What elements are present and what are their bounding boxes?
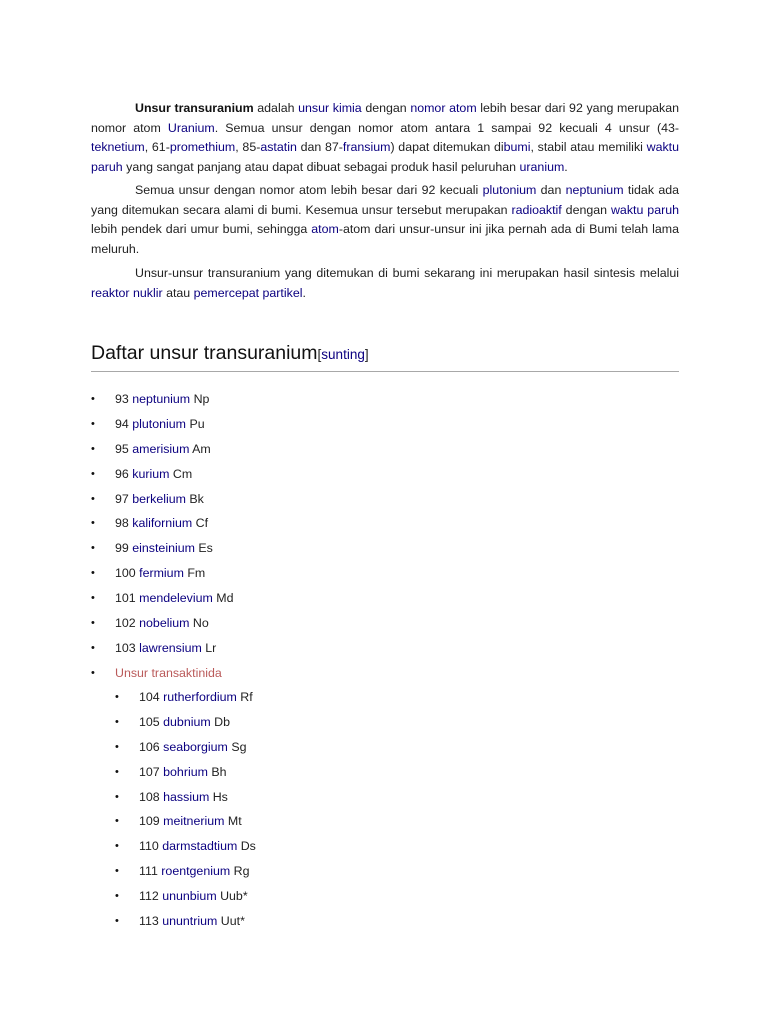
text: , 85- (235, 140, 261, 154)
text: . (564, 159, 568, 174)
link-plutonium[interactable]: plutonium (482, 183, 537, 197)
bullet-icon: • (91, 592, 95, 605)
text: dan 87- (296, 140, 343, 154)
element-symbol: Sg (231, 739, 247, 754)
element-link[interactable]: rutherfordium (163, 690, 237, 704)
text: dan (536, 183, 566, 197)
list-item (115, 834, 415, 859)
element-symbol: Db (214, 714, 230, 729)
link-unsur-transaktinida[interactable]: Unsur transaktinida (115, 665, 222, 680)
link-atom[interactable]: atom (311, 222, 339, 236)
list-item (115, 809, 415, 834)
element-link[interactable]: meitnerium (163, 814, 225, 829)
bullet-icon: • (91, 641, 95, 654)
link-teknetium[interactable]: teknetium (91, 140, 145, 154)
atomic-number: 108 (139, 789, 160, 804)
list-item (91, 511, 391, 536)
text: ) dapat ditemukan di (390, 140, 504, 154)
bullet-icon: • (91, 467, 95, 480)
list-item (91, 487, 391, 512)
element-symbol: Rg (233, 864, 250, 879)
bullet-icon: • (91, 492, 95, 505)
bullet-icon: • (115, 740, 119, 753)
element-link[interactable]: darmstadtium (162, 839, 238, 854)
text: tidak ada yang ditemukan secara alami di bumi. Kesemua unsur tersebut merupakan (91, 183, 680, 217)
link-radioaktif[interactable]: radioaktif (511, 202, 562, 217)
text: Semua unsur dengan nomor atom lebih besar dari 92 kecuali (135, 183, 483, 197)
element-symbol: Uut* (220, 914, 245, 929)
bullet-icon: • (115, 765, 119, 778)
element-link[interactable]: kurium (132, 466, 170, 481)
element-symbol: Hs (212, 789, 228, 804)
bullet-icon: • (91, 617, 95, 630)
transactinide-list (115, 685, 415, 934)
bullet-icon: • (91, 542, 95, 555)
element-link[interactable]: ununbium (162, 889, 217, 904)
atomic-number: 95 (115, 441, 129, 456)
bullet-icon: • (91, 567, 95, 580)
list-item (91, 561, 391, 586)
element-link[interactable]: plutonium (132, 416, 186, 431)
list-item (91, 462, 391, 487)
element-link[interactable]: bohrium (163, 764, 208, 779)
text: dengan (561, 202, 611, 217)
link-waktu-paruh[interactable]: waktu paruh (91, 140, 679, 174)
link-astatin[interactable]: astatin (260, 140, 297, 154)
link-waktu-paruh-2[interactable]: waktu paruh (610, 202, 679, 217)
text: atau (162, 285, 194, 300)
atomic-number: 99 (115, 541, 129, 556)
atomic-number: 109 (139, 814, 160, 829)
list-item (91, 536, 391, 561)
element-symbol: Md (216, 591, 234, 606)
text: , stabil atau memiliki (530, 140, 647, 154)
atomic-number: 96 (115, 466, 129, 481)
atomic-number: 101 (115, 591, 136, 606)
element-link[interactable]: mendelevium (139, 591, 213, 606)
link-unsur-kimia[interactable]: unsur kimia (298, 101, 362, 115)
text: yang sangat panjang atau dapat dibuat sebagai produk hasil peluruhan (122, 159, 520, 174)
link-uranium[interactable]: Uranium (167, 120, 215, 135)
element-symbol: Bh (211, 764, 227, 779)
list-item (115, 909, 415, 934)
atomic-number: 113 (139, 914, 159, 929)
list-item (91, 387, 391, 412)
element-symbol: Bk (189, 491, 204, 506)
element-symbol: Rf (240, 690, 253, 704)
link-fransium[interactable]: fransium (342, 140, 391, 154)
element-link[interactable]: roentgenium (161, 864, 231, 879)
edit-section (318, 347, 369, 362)
list-item (115, 735, 415, 760)
bullet-icon: • (115, 691, 119, 703)
element-symbol: Np (193, 392, 210, 406)
section-heading (91, 339, 679, 372)
text: dengan (361, 101, 411, 115)
edit-bracket-close: ] (364, 347, 369, 362)
element-link[interactable]: seaborgium (163, 739, 228, 754)
list-item (115, 710, 415, 735)
list-item-transactinide (91, 661, 391, 686)
list-item (91, 412, 391, 437)
atomic-number: 102 (115, 616, 136, 631)
bullet-icon: • (91, 666, 95, 679)
element-link[interactable]: dubnium (163, 714, 211, 729)
text: . (302, 285, 306, 300)
text: -atom dari unsur-unsur ini jika pernah ada di Bumi telah lama meluruh. (91, 222, 679, 256)
link-pemercepat-partikel[interactable]: pemercepat partikel (193, 285, 303, 300)
element-symbol: Pu (189, 416, 205, 431)
element-symbol: No (192, 616, 209, 631)
link-bumi[interactable]: bumi (503, 140, 531, 154)
bullet-icon: • (115, 815, 119, 828)
intro-paragraph-3 (91, 264, 679, 303)
bullet-icon: • (91, 417, 95, 430)
element-link[interactable]: berkelium (132, 491, 186, 506)
atomic-number: 107 (139, 764, 160, 779)
bullet-icon: • (115, 715, 119, 728)
list-item (115, 785, 415, 810)
atomic-number: 94 (115, 416, 129, 431)
element-symbol: Cf (195, 516, 209, 531)
bullet-icon: • (115, 790, 119, 803)
element-link[interactable]: lawrensium (139, 640, 202, 655)
intro-paragraph-1 (91, 99, 679, 177)
intro-paragraph-2 (91, 181, 679, 259)
link-nomor-atom[interactable]: nomor atom (410, 101, 477, 115)
atomic-number: 110 (139, 839, 159, 854)
element-list (91, 387, 391, 686)
bullet-icon: • (115, 890, 119, 903)
link-reaktor-nuklir[interactable]: reaktor nuklir (91, 285, 163, 300)
section-title: Daftar unsur transuranium (91, 342, 318, 364)
list-item (91, 437, 391, 462)
list-item (115, 859, 415, 884)
text: lebih pendek dari umur bumi, sehingga (91, 222, 312, 236)
element-symbol: Uub* (220, 889, 248, 904)
atomic-number: 106 (139, 739, 160, 754)
atomic-number: 100 (115, 566, 136, 581)
element-symbol: Es (198, 541, 213, 556)
text: Unsur-unsur transuranium yang ditemukan di bumi sekarang ini merupakan hasil sintesis melalui (135, 266, 679, 280)
bullet-icon: • (115, 915, 119, 928)
atomic-number: 98 (115, 516, 129, 531)
element-symbol: Mt (227, 814, 242, 829)
element-link[interactable]: neptunium (132, 392, 191, 406)
text: , 61- (144, 140, 170, 154)
element-link[interactable]: ununtrium (162, 914, 218, 929)
list-item (91, 611, 391, 636)
edit-bracket-open: [ (317, 347, 322, 362)
atomic-number: 112 (139, 889, 159, 904)
link-uranium-2[interactable]: uranium (519, 159, 565, 174)
bullet-icon: • (115, 865, 119, 878)
atomic-number: 103 (115, 640, 136, 655)
element-symbol: Fm (187, 566, 206, 581)
atomic-number: 105 (139, 714, 160, 729)
bullet-icon: • (115, 840, 119, 853)
atomic-number: 97 (115, 491, 129, 506)
element-symbol: Cm (172, 466, 193, 481)
element-symbol: Lr (205, 640, 217, 655)
text: . Semua unsur dengan nomor atom antara 1 sampai 92 kecuali 4 unsur (43- (214, 120, 679, 135)
link-promethium[interactable]: promethium (169, 140, 236, 154)
text: lebih besar dari 92 yang merupakan nomor atom (91, 101, 679, 135)
bullet-icon: • (91, 442, 95, 455)
atomic-number: 93 (115, 392, 129, 406)
atomic-number: 111 (139, 864, 158, 879)
list-item (115, 884, 415, 909)
element-link[interactable]: nobelium (139, 616, 190, 631)
element-link[interactable]: einsteinium (132, 541, 195, 556)
element-symbol: Ds (240, 839, 256, 854)
element-symbol: Am (192, 441, 211, 456)
atomic-number: 104 (139, 690, 160, 704)
bullet-icon: • (91, 393, 95, 405)
list-item (115, 685, 415, 710)
term-bold: Unsur transuranium (135, 101, 254, 115)
element-link[interactable]: amerisium (132, 441, 190, 456)
list-item (91, 636, 391, 661)
text: adalah (253, 101, 299, 115)
link-neptunium[interactable]: neptunium (565, 183, 624, 197)
element-link[interactable]: fermium (139, 566, 184, 581)
bullet-icon: • (91, 517, 95, 530)
edit-link[interactable]: sunting (321, 347, 365, 362)
list-item (115, 760, 415, 785)
element-link[interactable]: hassium (163, 789, 210, 804)
list-item (91, 586, 391, 611)
element-link[interactable]: kalifornium (132, 516, 193, 531)
